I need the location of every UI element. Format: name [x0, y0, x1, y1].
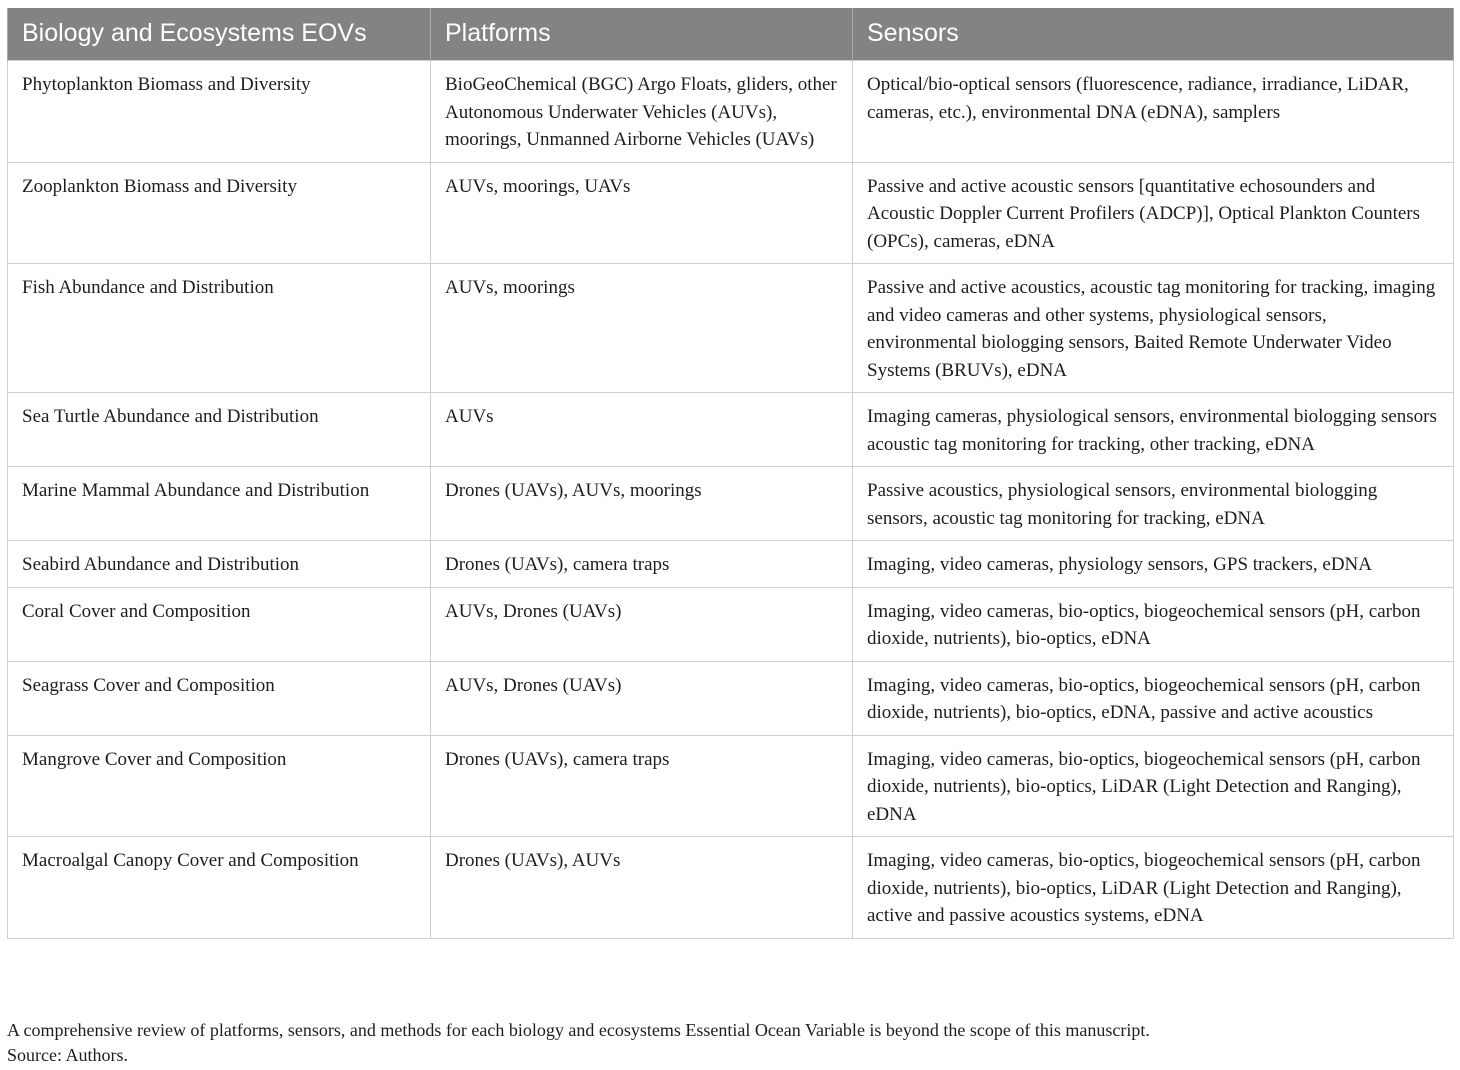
- sensors-cell: Passive and active acoustic sensors [quantitative echosounders and Acoustic Doppler Current Profilers (ADCP)], Optical Plankton Counters (OPCs), cameras, eDNA: [853, 162, 1454, 264]
- footnote-note: A comprehensive review of platforms, sensors, and methods for each biology and ecosystems Essential Ocean Variable is beyond the scope of this manuscript.: [7, 1020, 1150, 1040]
- table-row: [8, 393, 1454, 467]
- table-row: [8, 735, 1454, 837]
- eov-cell: Sea Turtle Abundance and Distribution: [8, 393, 431, 467]
- sensors-cell: Imaging, video cameras, bio-optics, biogeochemical sensors (pH, carbon dioxide, nutrients), bio-optics, eDNA: [853, 587, 1454, 661]
- sensors-cell: Optical/bio-optical sensors (fluorescence, radiance, irradiance, LiDAR, cameras, etc.), environmental DNA (eDNA), samplers: [853, 61, 1454, 163]
- table-row: [8, 467, 1454, 541]
- sensors-cell: Imaging, video cameras, physiology sensors, GPS trackers, eDNA: [853, 541, 1454, 588]
- platforms-cell: Drones (UAVs), AUVs: [431, 837, 853, 939]
- sensors-cell: Imaging, video cameras, bio-optics, biogeochemical sensors (pH, carbon dioxide, nutrients), bio-optics, LiDAR (Light Detection and Ranging), eDNA: [853, 735, 1454, 837]
- platforms-cell: Drones (UAVs), AUVs, moorings: [431, 467, 853, 541]
- sensors-cell: Passive acoustics, physiological sensors, environmental biologging sensors, acoustic tag monitoring for tracking, eDNA: [853, 467, 1454, 541]
- sensors-cell: Imaging cameras, physiological sensors, environmental biologging sensors acoustic tag monitoring for tracking, other tracking, eDNA: [853, 393, 1454, 467]
- eov-cell: Coral Cover and Composition: [8, 587, 431, 661]
- column-header-eovs: Biology and Ecosystems EOVs: [8, 8, 431, 61]
- eov-cell: Marine Mammal Abundance and Distribution: [8, 467, 431, 541]
- table-row: [8, 264, 1454, 393]
- platforms-cell: AUVs, moorings, UAVs: [431, 162, 853, 264]
- header-row: [8, 8, 1454, 61]
- table-body: [8, 61, 1454, 939]
- table-row: [8, 837, 1454, 939]
- table-row: [8, 61, 1454, 163]
- platforms-cell: AUVs, Drones (UAVs): [431, 587, 853, 661]
- platforms-cell: AUVs: [431, 393, 853, 467]
- column-header-sensors: Sensors: [853, 8, 1454, 61]
- table-row: [8, 541, 1454, 588]
- table-row: [8, 661, 1454, 735]
- eov-cell: Phytoplankton Biomass and Diversity: [8, 61, 431, 163]
- sensors-cell: Passive and active acoustics, acoustic tag monitoring for tracking, imaging and video cameras and other systems, physiological sensors, environmental biologging sensors, Baited Remote Underwater Video Systems (BRUVs), eDNA: [853, 264, 1454, 393]
- platforms-cell: AUVs, moorings: [431, 264, 853, 393]
- table-row: [8, 587, 1454, 661]
- footnote-source: Source: Authors.: [7, 1045, 128, 1065]
- platforms-cell: Drones (UAVs), camera traps: [431, 541, 853, 588]
- eov-cell: Seagrass Cover and Composition: [8, 661, 431, 735]
- sensors-cell: Imaging, video cameras, bio-optics, biogeochemical sensors (pH, carbon dioxide, nutrients), bio-optics, LiDAR (Light Detection and Ranging), active and passive acoustics systems, eDNA: [853, 837, 1454, 939]
- eov-cell: Zooplankton Biomass and Diversity: [8, 162, 431, 264]
- eov-table: [7, 8, 1454, 939]
- table-row: [8, 162, 1454, 264]
- eov-cell: Mangrove Cover and Composition: [8, 735, 431, 837]
- table-footnote: [7, 1018, 1453, 1068]
- table-container: [7, 8, 1453, 939]
- platforms-cell: AUVs, Drones (UAVs): [431, 661, 853, 735]
- platforms-cell: Drones (UAVs), camera traps: [431, 735, 853, 837]
- table-header: [8, 8, 1454, 61]
- column-header-platforms: Platforms: [431, 8, 853, 61]
- sensors-cell: Imaging, video cameras, bio-optics, biogeochemical sensors (pH, carbon dioxide, nutrients), bio-optics, eDNA, passive and active acoustics: [853, 661, 1454, 735]
- eov-cell: Fish Abundance and Distribution: [8, 264, 431, 393]
- eov-cell: Macroalgal Canopy Cover and Composition: [8, 837, 431, 939]
- eov-cell: Seabird Abundance and Distribution: [8, 541, 431, 588]
- platforms-cell: BioGeoChemical (BGC) Argo Floats, gliders, other Autonomous Underwater Vehicles (AUVs), moorings, Unmanned Airborne Vehicles (UAVs): [431, 61, 853, 163]
